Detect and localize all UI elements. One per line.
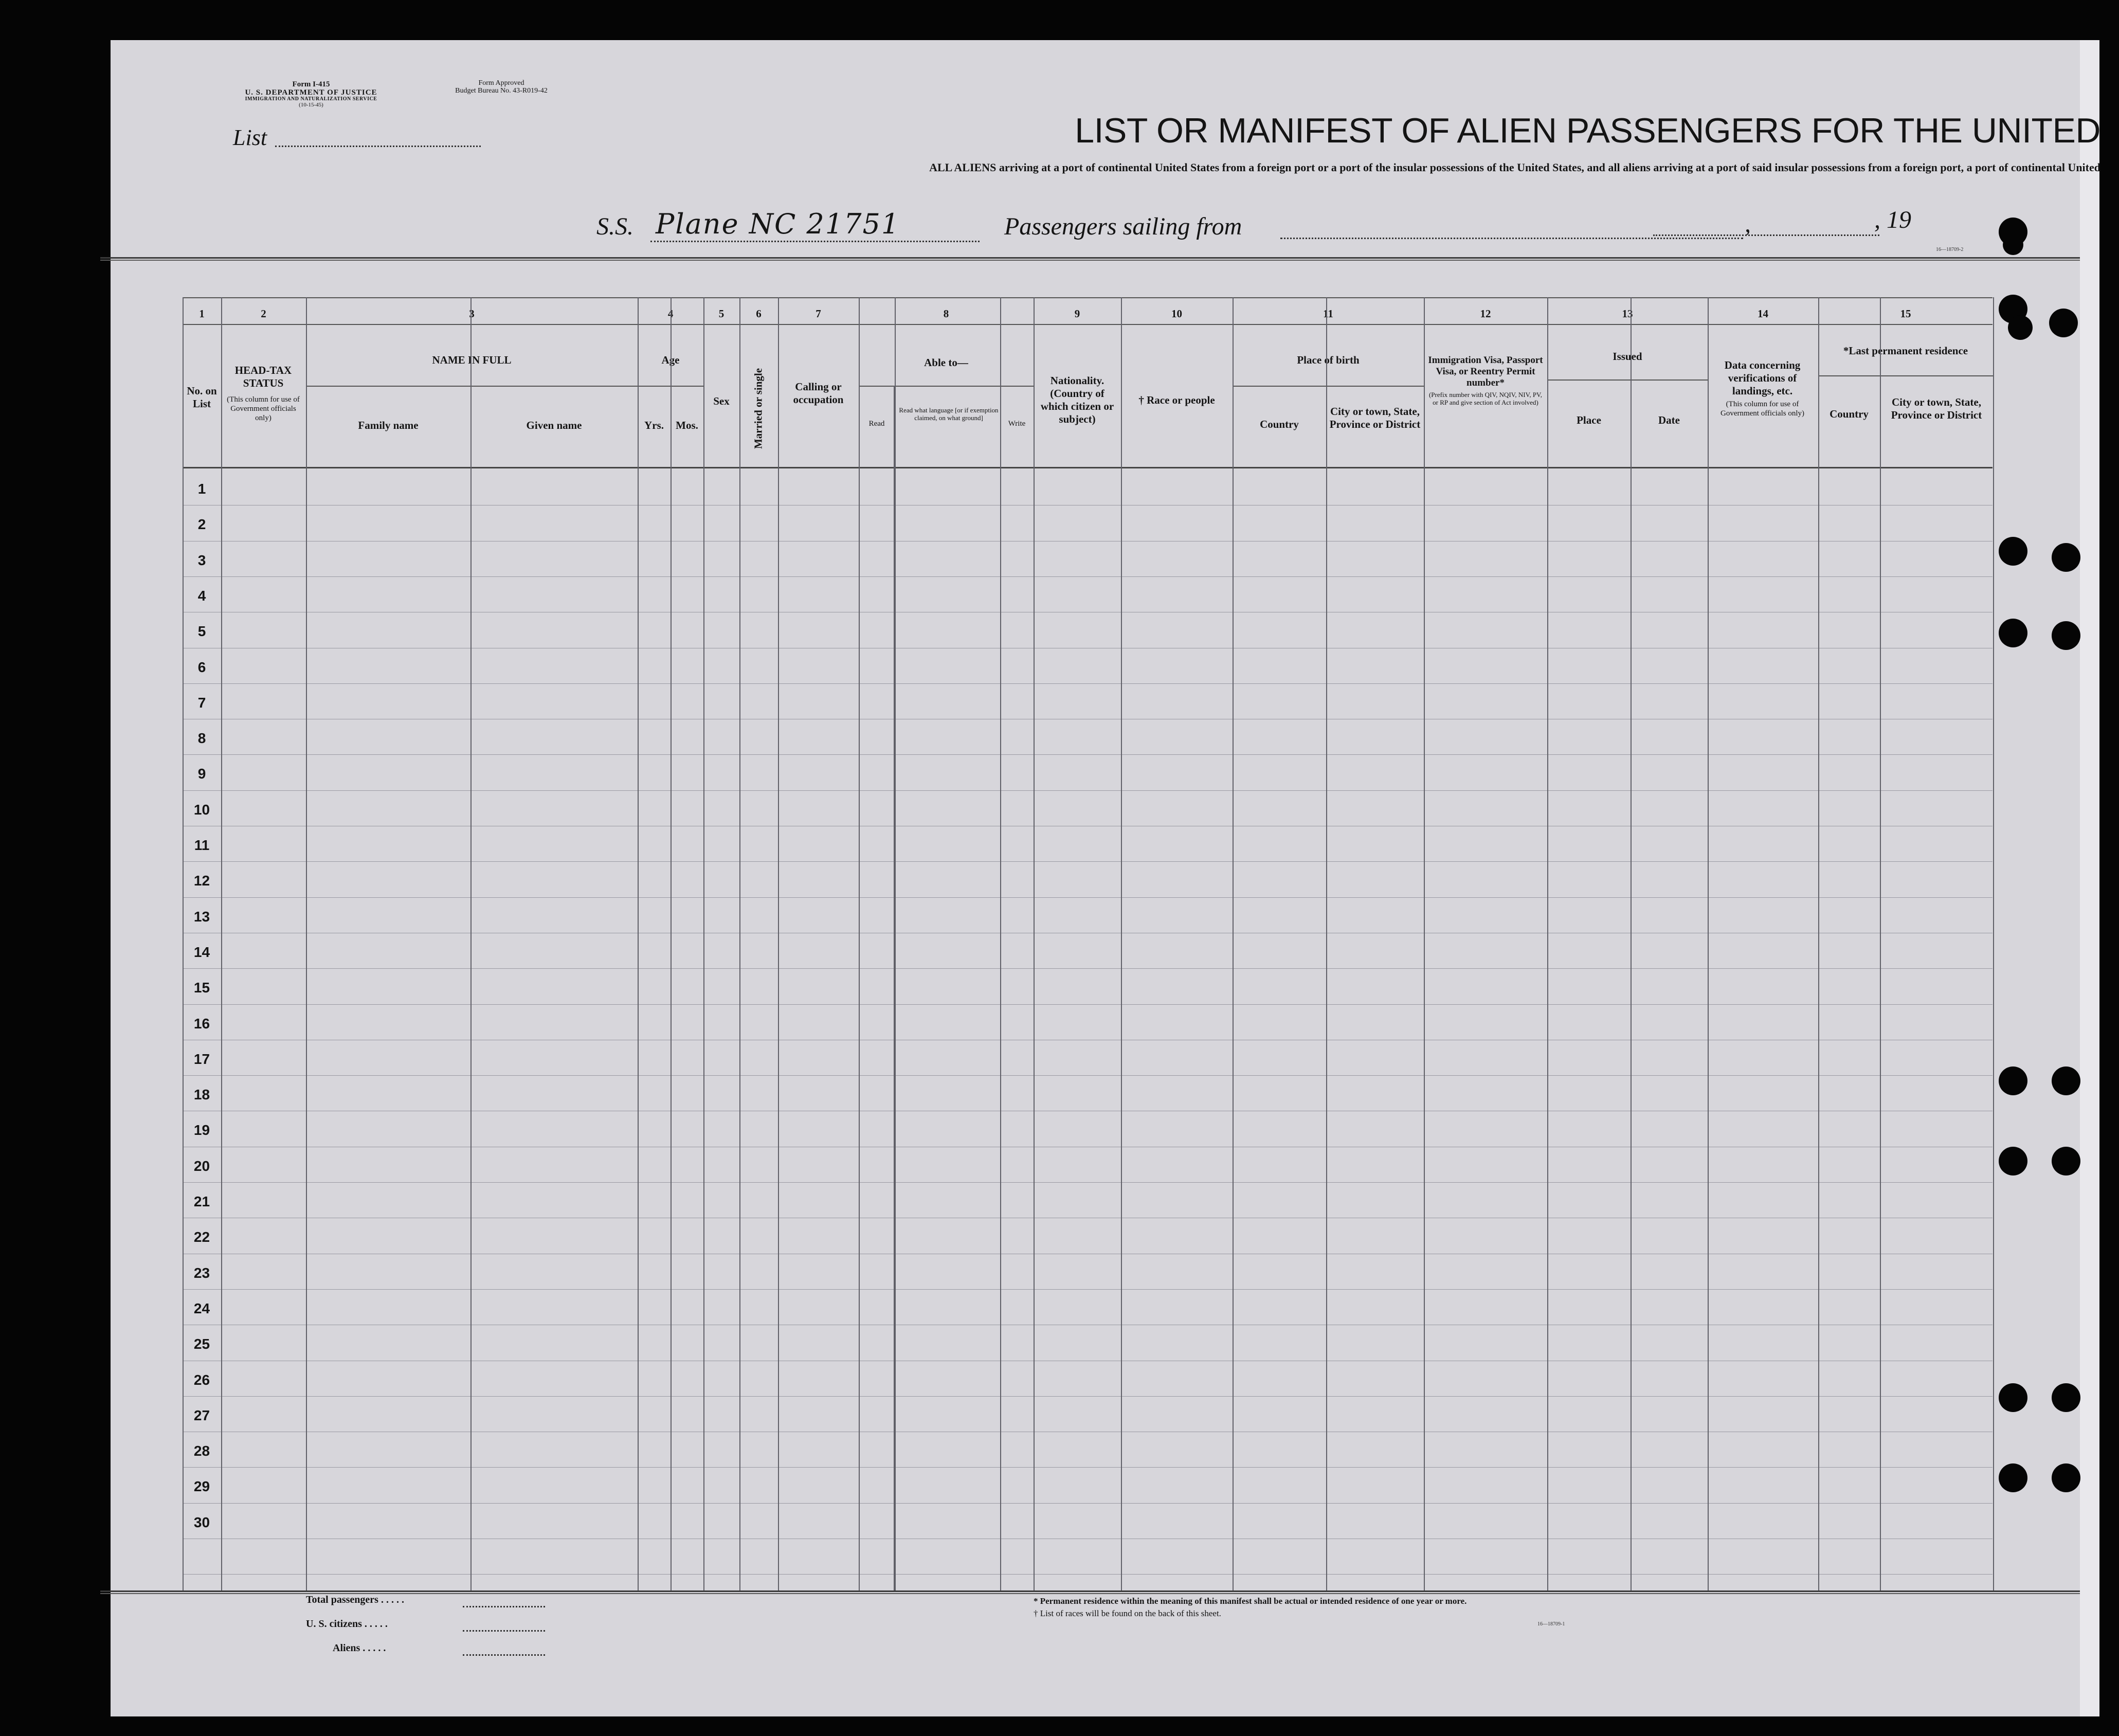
department: U. S. DEPARTMENT OF JUSTICE [245, 88, 377, 97]
hdr-visa [1426, 355, 1545, 406]
grid-vline [1326, 297, 1327, 1590]
col-number-12: 12 [1480, 308, 1491, 320]
hdr-name-in-full: NAME IN FULL [432, 354, 512, 366]
row-number-6: 6 [197, 659, 206, 675]
col-number-6: 6 [756, 308, 762, 320]
hdr-place-of-birth: Place of birth [1297, 354, 1360, 366]
grid-hline [306, 386, 638, 387]
grid-vline [895, 297, 896, 1590]
hdr-visa-title: Immigration Visa, Passport Visa, or Reentry Permit number* [1428, 355, 1543, 388]
punch-hole [2052, 621, 2080, 650]
grid-vline [859, 297, 860, 1590]
grid-hline [183, 324, 1993, 325]
col-number-15: 15 [1900, 308, 1911, 320]
hdr-landing-title: Data concerning verifications of landings, etc. [1724, 359, 1801, 397]
row-number-11: 11 [194, 837, 210, 853]
page-title: LIST OR MANIFEST OF ALIEN PASSENGERS FOR THE UNITED [1075, 111, 2100, 150]
row-number-12: 12 [193, 873, 210, 889]
grid-vline [894, 386, 895, 1590]
row-number-17: 17 [193, 1051, 210, 1067]
hdr-sex: Sex [713, 395, 730, 407]
row-number-24: 24 [193, 1300, 210, 1316]
col-number-11: 11 [1323, 308, 1333, 320]
col-number-13: 13 [1622, 308, 1633, 320]
hdr-race: † Race or people [1138, 394, 1215, 406]
punch-hole [2052, 543, 2080, 572]
hdr-landing [1710, 359, 1815, 418]
grid-vline [671, 297, 672, 1590]
row-number-20: 20 [193, 1158, 210, 1174]
row-number-27: 27 [193, 1407, 210, 1423]
col-number-7: 7 [816, 308, 821, 320]
row-number-10: 10 [193, 802, 210, 818]
punch-hole [1999, 619, 2027, 647]
grid-hline [183, 897, 1993, 898]
grid-hline [183, 1574, 1993, 1575]
row-number-1: 1 [197, 481, 206, 497]
grid-hline [183, 1289, 1993, 1290]
hdr-no-on-list: No. on List [187, 385, 217, 410]
col-number-10: 10 [1171, 308, 1182, 320]
row-number-14: 14 [193, 944, 210, 960]
budget-bureau: Budget Bureau No. 43-R019-42 [455, 87, 548, 95]
hdr-headtax-title: HEAD-TAX STATUS [234, 364, 292, 389]
footer-aliens-label: Aliens [333, 1642, 360, 1654]
col-number-9: 9 [1074, 308, 1080, 320]
hdr-last-residence: *Last permanent residence [1843, 345, 1968, 357]
aliens-line[interactable] [463, 1654, 545, 1656]
hdr-family-name: Family name [358, 419, 419, 431]
grid-vline [1631, 297, 1632, 1590]
row-number-22: 22 [193, 1229, 210, 1245]
row-number-19: 19 [193, 1122, 210, 1138]
us-citizens-line[interactable] [463, 1630, 545, 1632]
grid-vline [1818, 297, 1819, 1590]
hdr-age: Age [661, 354, 680, 366]
footer-total-passengers: Total passengers . . . . . [306, 1594, 404, 1605]
grid-vline [1424, 297, 1425, 1590]
hdr-res-city: City or town, State, Province or District [1891, 396, 1982, 421]
row-number-4: 4 [197, 588, 206, 604]
grid-vline [638, 297, 639, 1590]
sailing-from-label: Passengers sailing from [1004, 213, 1242, 240]
grid-vline [1034, 297, 1035, 1590]
row-number-26: 26 [193, 1372, 210, 1388]
form-approved: Form Approved [478, 79, 524, 87]
hdr-mos: Mos. [676, 419, 698, 431]
grid-hline [183, 1467, 1993, 1468]
grid-hline [183, 861, 1993, 862]
grid-vline [1121, 297, 1122, 1590]
grid-hline [183, 968, 1993, 969]
row-number-28: 28 [193, 1443, 210, 1459]
grid-vline [1547, 297, 1548, 1590]
hdr-given-name: Given name [526, 419, 582, 431]
hdr-yrs: Yrs. [644, 419, 664, 431]
comma: , [1745, 210, 1751, 238]
row-number-13: 13 [193, 909, 210, 925]
date-code: (10-15-45) [299, 102, 323, 109]
grid-vline [778, 297, 779, 1590]
punch-hole [1999, 1066, 2027, 1095]
row-number-30: 30 [193, 1514, 210, 1530]
hdr-married-single: Married or single [752, 368, 765, 449]
hdr-headtax-note: (This column for use of Government officials only) [227, 395, 300, 422]
row-number-21: 21 [193, 1194, 210, 1209]
hdr-headtax [225, 364, 302, 423]
footer-code: 16—18709-1 [1537, 1621, 1565, 1627]
year-prefix-text: , [1874, 206, 1887, 233]
grid-hline [183, 1503, 1993, 1504]
grid-hline [183, 297, 1993, 298]
sheet-edge [2080, 40, 2099, 1716]
grid-vline [703, 297, 704, 1590]
service: IMMIGRATION AND NATURALIZATION SERVICE [245, 96, 377, 102]
hdr-pob-country: Country [1260, 418, 1299, 430]
col-number-3: 3 [469, 308, 475, 320]
row-number-18: 18 [193, 1087, 210, 1102]
grid-hline [183, 467, 1993, 468]
grid-vline [739, 297, 740, 1590]
col-number-1: 1 [199, 308, 205, 320]
row-number-16: 16 [193, 1016, 210, 1032]
footer-aliens: Aliens . . . . . [333, 1642, 386, 1654]
grid-vline [306, 297, 307, 1590]
row-number-7: 7 [197, 695, 206, 711]
row-number-29: 29 [193, 1478, 210, 1494]
hdr-able-to: Able to— [924, 356, 968, 369]
grid-hline [100, 1593, 2080, 1594]
row-number-23: 23 [193, 1265, 210, 1281]
manifest-sheet [111, 40, 2100, 1716]
grid-vline [1993, 297, 1994, 1590]
grid-hline [183, 683, 1993, 684]
manifest-table [111, 40, 2080, 1716]
grid-hline [100, 1590, 2080, 1592]
row-number-25: 25 [193, 1336, 210, 1352]
punch-hole [2049, 309, 2078, 337]
footer-total-passengers-label: Total passengers [306, 1594, 378, 1605]
hdr-write: Write [1008, 420, 1026, 428]
col-number-4: 4 [667, 308, 674, 320]
punch-hole [1999, 1147, 2027, 1176]
punch-hole [1999, 1463, 2027, 1492]
footer-us-citizens-label: U. S. citizens [306, 1618, 362, 1630]
grid-vline [1000, 297, 1001, 1590]
col-number-2: 2 [261, 308, 266, 320]
punch-hole [1999, 1383, 2027, 1412]
total-passengers-line[interactable] [463, 1606, 545, 1607]
grid-hline [100, 260, 2080, 261]
punch-hole [2052, 1147, 2080, 1176]
grid-vline [1708, 297, 1709, 1590]
grid-hline [183, 754, 1993, 755]
hdr-issued-place: Place [1577, 414, 1601, 426]
col-number-14: 14 [1758, 308, 1768, 320]
row-number-9: 9 [197, 766, 206, 782]
row-number-15: 15 [193, 980, 210, 996]
punch-hole [2052, 1383, 2080, 1412]
grid-hline [183, 1396, 1993, 1397]
row-number-5: 5 [197, 623, 206, 639]
hdr-issued: Issued [1613, 350, 1642, 363]
corner-code: 16—18709-2 [1936, 247, 1964, 252]
hdr-landing-note: (This column for use of Government officials only) [1720, 400, 1804, 418]
grid-vline [1233, 297, 1234, 1590]
grid-hline [183, 1182, 1993, 1183]
grid-vline [1880, 297, 1881, 1590]
vessel-name-handwritten: Plane NC 21751 [656, 208, 900, 240]
footnote-races: † List of races will be found on the back of this sheet. [1034, 1608, 1221, 1618]
punch-hole [2003, 234, 2023, 255]
grid-hline [1233, 386, 1424, 387]
grid-hline [1818, 375, 1993, 376]
hdr-nationality: Nationality. (Country of which citizen or subject) [1040, 374, 1114, 425]
row-number-2: 2 [197, 516, 206, 532]
grid-hline [183, 1004, 1993, 1005]
col-number-8: 8 [943, 308, 949, 320]
grid-hline [183, 790, 1993, 791]
grid-hline [183, 1075, 1993, 1076]
year-digits: 19 [1887, 206, 1911, 233]
hdr-res-country: Country [1830, 408, 1869, 420]
list-label: List [233, 125, 267, 150]
hdr-calling: Calling or occupation [793, 381, 844, 406]
punch-hole [2008, 315, 2033, 340]
punch-hole [1999, 537, 2027, 566]
hdr-read-what-language: Read what language [or if exemption claimed, on what ground] [899, 406, 999, 422]
col-number-5: 5 [718, 308, 725, 320]
grid-hline [1547, 379, 1708, 381]
hdr-visa-note: (Prefix number with QIV, NQIV, NIV, PV, or RP and give section of Act involved) [1428, 391, 1543, 406]
grid-hline [100, 257, 2080, 259]
grid-vline [221, 297, 222, 1590]
form-number: Form I-415 [292, 80, 330, 88]
punch-hole [2052, 1066, 2080, 1095]
footnote-residence: * Permanent residence within the meaning of this manifest shall be actual or intended residence of one year or more. [1034, 1596, 1467, 1606]
hdr-pob-city: City or town, State, Province or District [1329, 405, 1421, 430]
footer-us-citizens: U. S. citizens . . . . . [306, 1618, 388, 1630]
hdr-issued-date: Date [1658, 414, 1680, 426]
punch-hole [2052, 1463, 2080, 1492]
row-number-3: 3 [197, 552, 206, 568]
row-number-8: 8 [197, 730, 206, 746]
grid-hline [859, 386, 1034, 387]
grid-hline [183, 576, 1993, 577]
grid-vline [470, 297, 472, 1590]
page-subtitle: ALL ALIENS arriving at a port of continental United States from a foreign port or a port of the insular possessions of the United States, and all aliens arriving at a port of said insular possessions from a foreign port, a port of continental United [929, 161, 2100, 174]
vessel-prefix: S.S. [596, 213, 633, 240]
hdr-read: Read [868, 420, 885, 428]
